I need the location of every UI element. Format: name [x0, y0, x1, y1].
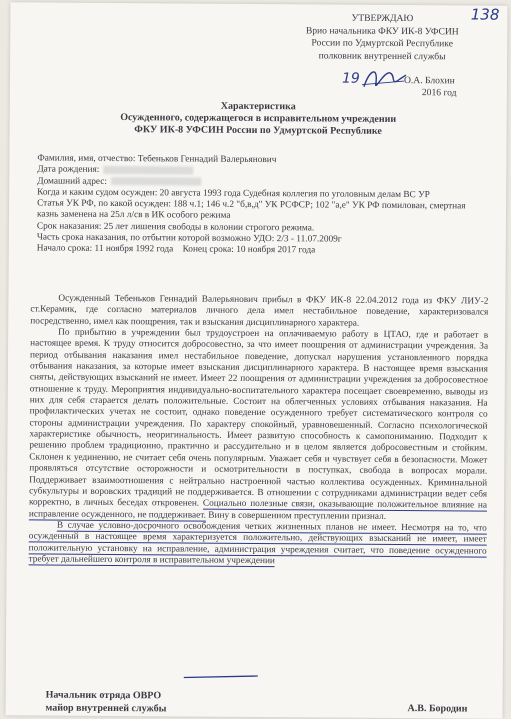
field-address: Домашний адрес: — [37, 176, 108, 187]
underlined-text: Социально полезные связи, оказывающие положительное влияние на исправление осужденного, не поддерживает. — [28, 498, 488, 521]
approval-signature-line — [272, 70, 492, 99]
title-line: Характеристика — [220, 100, 296, 113]
underlined-text: В случае условно-досрочного освобождения четких жизненных планов не имеет. Несмотря на то, что осужденный в настоящее время характеризуется положительно, действующих взысканий не имеет, имеет положительную установку на исправление, администрация учреждения считает, что поведение осужденного требует дальнейшего контроля в исправительном учреждении — [28, 520, 487, 567]
footer-rank: майор внутренней службы — [45, 702, 167, 715]
ink-underline-mark — [182, 669, 262, 684]
personal-fields — [37, 153, 488, 258]
field-name: Фамилия, имя, отчество: Тебеньков Геннадий Валерьянович — [37, 153, 277, 166]
field-term: Срок наказания: 25 лет лишения свободы в колонии строгого режима. — [36, 221, 315, 234]
field-birth-date: Дата рождения: — [37, 164, 100, 176]
footer-block — [46, 689, 167, 716]
approval-line: Врио начальника ФКУ ИК-8 УФСИН — [305, 24, 459, 37]
paragraph-text: По прибытию в учреждении был трудоустроен на оплачиваемую работу в ЦТАО, где и работает в настоящее время. К труду относится добросовестно, за что имеет поощрения от администрации учреждения. За период отбывания наказания имел нестабильное поведение, допускал нарушения установленного порядка отбывания наказания, за которые имеет взыскания дисциплинарного характера. В настоящее время взыскания сняты, действующих взысканий не имеет. Имеет 22 поощрения от администрации учреждения за добросовестное отношение к труду. Мероприятия индивидуально-воспитательного характера посещает своевременно, выводы из них для себя старается делать положительные. Состоит на облегченных условиях отбывания наказания. На профилактических учетах не состоит, однако поведение осужденного требует систематического контроля со стороны администрации учреждения. По характеру спокойный, уравновешенный. Согласно психологической характеристике обычность, неоригинальность. Имеет развитую способность к самопониманию. Подходит к решению проблем традиционно, практично и рассудительно и в целом является добросовестным и стойким. Склонен к уединению, не считает себя очень популярным. Уважает себя и чувствует себя в безопасности. Может проявляться отсутствие осторожности и осмотрительности в поступках, свобода в вопросах морали. Поддерживает взаимоотношения с нейтрально настроенной частью коллектива осужденных. Криминальной субкультуры и воровских традиций не поддерживается. В отношении с сотрудниками администрации ведет себя корректно, в личных беседах откровенен. — [28, 327, 489, 509]
paragraph — [29, 520, 487, 569]
approval-block — [272, 12, 493, 99]
title-line: Осужденного, содержащегося в исправительном учреждении — [120, 112, 397, 126]
field-court: Когда и каким судом осужден: 20 августа 1993 года Судебная коллегия по уголовным делам ВС УР — [37, 187, 430, 201]
characteristic-body — [29, 293, 489, 568]
footer-signer: А.В. Бородин — [407, 703, 468, 715]
approval-line: полковник внутренней службы — [318, 50, 446, 63]
redacted-block — [103, 166, 193, 175]
field-parole: Часть срока наказания, по отбытии которой возможно УДО: 2/3 - 11.07.2009г — [36, 232, 342, 245]
paragraph: Осужденный Тебеньков Геннадий Валерьянович прибыл в ФКУ ИК-8 22.04.2012 года из ФКУ ЛИУ-2 ст.Керамик, где согласно материалов личного дела имел нестабильное поведение, характеризовался посредственно, имел как поощрения, так и взыскания дисциплинарного характера. — [30, 293, 489, 329]
paragraph-tail: Вину в совершенном преступлении признал. — [208, 510, 387, 522]
title-line: ФКУ ИК-8 УФСИН России по Удмуртской Республике — [134, 124, 382, 138]
signature-scribble-icon — [360, 65, 410, 95]
document-title — [10, 99, 507, 139]
footer-position: Начальник отряда ОВРО — [45, 689, 162, 702]
page-number: 138 — [470, 5, 500, 24]
field-end: Конец срока: 10 ноября 2017 года — [182, 244, 316, 256]
approval-line: России по Удмуртской Республике — [311, 37, 454, 50]
paragraph — [29, 327, 488, 523]
field-start: Начало срока: 11 ноября 1992 года — [36, 243, 174, 255]
redacted-block — [111, 177, 201, 186]
approval-line: УТВЕРЖДАЮ — [351, 12, 414, 25]
approval-signer: О.А. Блохин — [403, 75, 455, 87]
field-article: Статья УК РФ, по какой осужден: 188 ч.1; 146 ч.2 "б,в,д" УК РСФСР; 102 "а,е" УК РФ помилован, смертная казнь заменена на 25л л/св в ИК особого режима — [36, 198, 466, 222]
document-page — [6, 2, 508, 718]
approval-year: 2016 год — [421, 87, 457, 99]
handwritten-date: 19 — [341, 70, 360, 88]
